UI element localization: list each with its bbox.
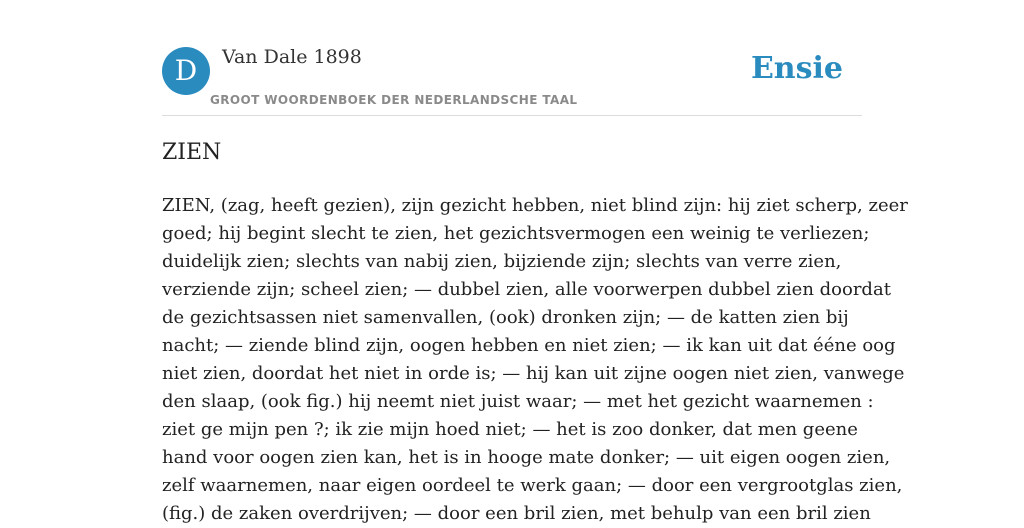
brand-logo[interactable]: Ensie xyxy=(750,51,843,86)
definition-line: den slaap, (ook fig.) hij neemt niet juist waar; — met het gezicht waarnemen : xyxy=(162,391,874,412)
entry-definition xyxy=(162,192,908,528)
definition-line: de gezichtsassen niet samenvallen, (ook) dronken zijn; — de katten zien bij xyxy=(162,307,849,328)
logo-letter: D xyxy=(174,54,198,87)
dictionary-logo-icon[interactable] xyxy=(162,47,210,95)
definition-line: niet zien, doordat het niet in orde is; — hij kan uit zijne oogen niet zien, vanwege xyxy=(162,363,905,384)
source-subtitle: GROOT WOORDENBOEK DER NEDERLANDSCHE TAAL xyxy=(210,93,578,107)
definition-line: nacht; — ziende blind zijn, oogen hebben en niet zien; — ik kan uit dat ééne oog xyxy=(162,335,896,356)
definition-line: (fig.) de zaken overdrijven; — door een bril zien, met behulp van een bril zien xyxy=(162,503,871,524)
definition-line: duidelijk zien; slechts van nabij zien, bijziende zijn; slechts van verre zien, xyxy=(162,251,842,272)
definition-line: ZIEN, (zag, heeft gezien), zijn gezicht hebben, niet blind zijn: hij ziet scherp, zeer xyxy=(162,195,908,216)
definition-line: hand voor oogen zien kan, het is in hooge mate donker; — uit eigen oogen zien, xyxy=(162,447,891,468)
entry-title: ZIEN xyxy=(162,140,222,165)
source-title[interactable]: Van Dale 1898 xyxy=(222,46,362,68)
definition-line: ziet ge mijn pen ?; ik zie mijn hoed niet; — het is zoo donker, dat men geene xyxy=(162,419,858,440)
definition-line: verziende zijn; scheel zien; — dubbel zien, alle voorwerpen dubbel zien doordat xyxy=(162,279,891,300)
definition-line: goed; hij begint slecht te zien, het gezichtsvermogen een weinig te verliezen; xyxy=(162,223,870,244)
header-divider xyxy=(162,115,862,116)
definition-line: zelf waarnemen, naar eigen oordeel te werk gaan; — door een vergrootglas zien, xyxy=(162,475,903,496)
